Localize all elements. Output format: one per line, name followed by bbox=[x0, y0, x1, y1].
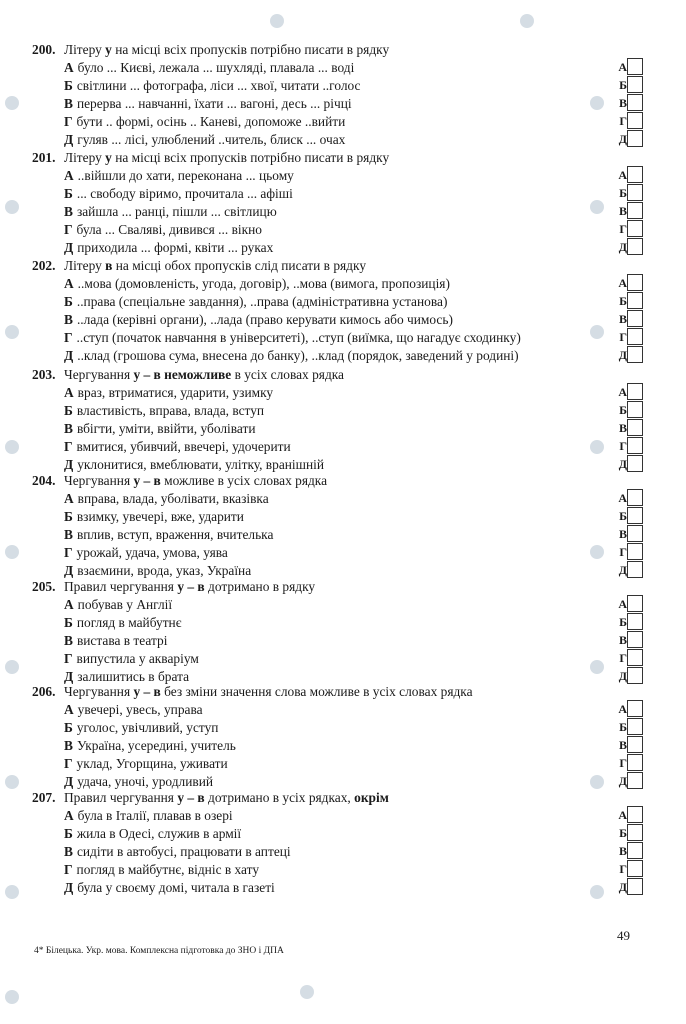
prompt-text: у bbox=[105, 42, 112, 57]
option-letter: Д bbox=[64, 880, 74, 895]
checkbox-label: А bbox=[618, 385, 627, 399]
answer-checkbox[interactable] bbox=[627, 772, 643, 789]
checkbox-label: Г bbox=[619, 545, 627, 559]
checkbox-label: Д bbox=[618, 774, 627, 788]
watermark-logo-icon bbox=[270, 14, 284, 28]
answer-checkbox[interactable] bbox=[627, 166, 643, 183]
answer-checkbox[interactable] bbox=[627, 202, 643, 219]
answer-checkbox-row[interactable] bbox=[617, 274, 643, 291]
answer-checkbox-row[interactable] bbox=[617, 94, 643, 111]
option-text: вправа, влада, уболівати, вказівка bbox=[77, 491, 269, 506]
prompt-text: дотримано в усіх рядках, bbox=[204, 790, 355, 805]
option-text: погляд в майбутнє, відніс в хату bbox=[76, 862, 260, 877]
answer-option bbox=[64, 526, 273, 544]
answer-option bbox=[64, 596, 172, 614]
answer-checkbox[interactable] bbox=[627, 328, 643, 345]
answer-checkbox[interactable] bbox=[627, 561, 643, 578]
answer-checkbox-row[interactable] bbox=[617, 561, 643, 578]
checkbox-label: В bbox=[618, 633, 627, 647]
answer-checkbox[interactable] bbox=[627, 543, 643, 560]
option-text: була в Італії, плавав в озері bbox=[77, 808, 233, 823]
prompt-text: можливе в усіх словах рядка bbox=[160, 473, 328, 488]
prompt-text: Чергування bbox=[64, 473, 134, 488]
option-text: вплив, вступ, враження, вчителька bbox=[76, 527, 274, 542]
answer-checkbox[interactable] bbox=[627, 649, 643, 666]
checkbox-label: Г bbox=[619, 862, 627, 876]
option-text: Україна, усередині, учитель bbox=[76, 738, 236, 753]
checkbox-label: Д bbox=[618, 880, 627, 894]
option-letter: В bbox=[64, 527, 73, 542]
watermark-logo-icon bbox=[5, 775, 19, 789]
watermark-logo-icon bbox=[590, 325, 604, 339]
answer-checkbox[interactable] bbox=[627, 112, 643, 129]
checkbox-label: Б bbox=[619, 509, 627, 523]
option-letter: В bbox=[64, 96, 73, 111]
prompt-text: Правил чергування bbox=[64, 579, 178, 594]
option-letter: А bbox=[64, 491, 74, 506]
option-letter: В bbox=[64, 204, 73, 219]
prompt-text: на місці всіх пропусків потрібно писати в рядку bbox=[111, 150, 390, 165]
answer-option bbox=[64, 825, 241, 843]
answer-option bbox=[64, 490, 269, 508]
answer-option bbox=[64, 185, 293, 203]
prompt-text: у – в bbox=[133, 684, 161, 699]
answer-checkbox[interactable] bbox=[627, 238, 643, 255]
option-letter: Б bbox=[64, 615, 73, 630]
option-text: випустила у акваріум bbox=[76, 651, 199, 666]
answer-option bbox=[64, 701, 203, 719]
answer-checkbox-row[interactable] bbox=[617, 525, 643, 542]
checkbox-label: Г bbox=[619, 330, 627, 344]
answer-checkbox[interactable] bbox=[627, 346, 643, 363]
option-text: погляд в майбутнє bbox=[76, 615, 182, 630]
question-prompt bbox=[32, 149, 389, 167]
answer-checkbox[interactable] bbox=[627, 613, 643, 630]
checkbox-label: Б bbox=[619, 826, 627, 840]
answer-checkbox-row[interactable] bbox=[617, 595, 643, 612]
checkbox-label: Б bbox=[619, 720, 627, 734]
option-text: світлини ... фотографа, ліси ... хвої, читати ..голос bbox=[76, 78, 361, 93]
option-text: удача, уночі, уродливий bbox=[77, 774, 214, 789]
answer-checkbox-row[interactable] bbox=[617, 383, 643, 400]
option-letter: Г bbox=[64, 114, 73, 129]
answer-checkbox-row[interactable] bbox=[617, 112, 643, 129]
answer-checkbox-row[interactable] bbox=[617, 613, 643, 630]
option-letter: Д bbox=[64, 240, 74, 255]
watermark-logo-icon bbox=[5, 990, 19, 1004]
answer-checkbox-row[interactable] bbox=[617, 328, 643, 345]
answer-checkbox[interactable] bbox=[627, 700, 643, 717]
option-letter: Б bbox=[64, 826, 73, 841]
answer-checkbox-row[interactable] bbox=[617, 842, 643, 859]
checkbox-label: Д bbox=[618, 563, 627, 577]
answer-checkbox[interactable] bbox=[627, 455, 643, 472]
prompt-text: без зміни значення слова можливе в усіх словах рядка bbox=[160, 684, 473, 699]
answer-option bbox=[64, 203, 277, 221]
answer-option bbox=[64, 275, 450, 293]
checkbox-label: В bbox=[618, 421, 627, 435]
option-letter: А bbox=[64, 385, 74, 400]
option-letter: В bbox=[64, 844, 73, 859]
prompt-text: окрім bbox=[354, 790, 389, 805]
answer-option bbox=[64, 402, 264, 420]
answer-checkbox-row[interactable] bbox=[617, 507, 643, 524]
answer-option bbox=[64, 384, 273, 402]
checkbox-label: Б bbox=[619, 403, 627, 417]
option-letter: А bbox=[64, 168, 74, 183]
option-letter: Г bbox=[64, 756, 73, 771]
option-text: ... свободу віримо, прочитала ... афіші bbox=[76, 186, 293, 201]
answer-checkbox-row[interactable] bbox=[617, 772, 643, 789]
watermark-logo-icon bbox=[5, 660, 19, 674]
answer-option bbox=[64, 347, 519, 365]
prompt-text: Літеру bbox=[64, 42, 106, 57]
option-text: ..війшли до хати, переконана ... цьому bbox=[77, 168, 294, 183]
option-text: зайшла ... ранці, пішли ... світлицю bbox=[76, 204, 277, 219]
question-number: 205. bbox=[32, 579, 56, 594]
answer-checkbox[interactable] bbox=[627, 878, 643, 895]
option-text: було ... Києві, лежала ... шухляді, плавала ... воді bbox=[77, 60, 355, 75]
option-letter: В bbox=[64, 633, 73, 648]
option-text: уголос, увічливий, уступ bbox=[76, 720, 219, 735]
option-text: уклад, Угорщина, уживати bbox=[76, 756, 228, 771]
answer-checkbox[interactable] bbox=[627, 754, 643, 771]
answer-option bbox=[64, 77, 361, 95]
watermark-logo-icon bbox=[520, 14, 534, 28]
checkbox-label: В bbox=[618, 527, 627, 541]
answer-checkbox-row[interactable] bbox=[617, 718, 643, 735]
answer-checkbox-row[interactable] bbox=[617, 631, 643, 648]
answer-option bbox=[64, 329, 521, 347]
watermark-logo-icon bbox=[590, 885, 604, 899]
option-text: взимку, увечері, вже, ударити bbox=[76, 509, 244, 524]
answer-checkbox[interactable] bbox=[627, 736, 643, 753]
answer-checkbox-row[interactable] bbox=[617, 754, 643, 771]
answer-checkbox-row[interactable] bbox=[617, 437, 643, 454]
answer-option bbox=[64, 861, 259, 879]
watermark-logo-icon bbox=[5, 545, 19, 559]
answer-checkbox[interactable] bbox=[627, 310, 643, 327]
option-text: ..ступ (початок навчання в університеті), ..ступ (виїмка, що нагадує сходинку) bbox=[76, 330, 521, 345]
watermark-logo-icon bbox=[5, 96, 19, 110]
checkbox-label: Д bbox=[618, 457, 627, 471]
answer-option bbox=[64, 807, 233, 825]
checkbox-label: Б bbox=[619, 78, 627, 92]
answer-checkbox[interactable] bbox=[627, 292, 643, 309]
answer-checkbox-row[interactable] bbox=[617, 860, 643, 877]
option-letter: Б bbox=[64, 186, 73, 201]
checkbox-label: В bbox=[618, 96, 627, 110]
answer-option bbox=[64, 420, 256, 438]
answer-checkbox-row[interactable] bbox=[617, 806, 643, 823]
prompt-text: в усіх словах рядка bbox=[231, 367, 345, 382]
checkbox-label: В bbox=[618, 844, 627, 858]
answer-option bbox=[64, 311, 453, 329]
answer-option bbox=[64, 719, 218, 737]
answer-checkbox-row[interactable] bbox=[617, 292, 643, 309]
question-prompt bbox=[32, 257, 366, 275]
option-letter: Б bbox=[64, 294, 73, 309]
checkbox-label: Д bbox=[618, 348, 627, 362]
option-text: перерва ... навчанні, їхати ... вагоні, десь ... річці bbox=[76, 96, 352, 111]
checkbox-label: А bbox=[618, 597, 627, 611]
option-text: уклонитися, вмеблювати, улітку, вранішній bbox=[77, 457, 325, 472]
option-text: ..права (спеціальне завдання), ..права (адміністративна установа) bbox=[76, 294, 448, 309]
checkbox-label: В bbox=[618, 738, 627, 752]
answer-checkbox[interactable] bbox=[627, 525, 643, 542]
answer-checkbox[interactable] bbox=[627, 184, 643, 201]
option-letter: Б bbox=[64, 720, 73, 735]
watermark-logo-icon bbox=[590, 440, 604, 454]
option-letter: В bbox=[64, 421, 73, 436]
checkbox-label: А bbox=[618, 491, 627, 505]
question-prompt bbox=[32, 683, 473, 701]
option-letter: Г bbox=[64, 545, 73, 560]
prompt-text: у – в bbox=[177, 790, 205, 805]
checkbox-label: А bbox=[618, 276, 627, 290]
option-text: бути .. формі, осінь .. Каневі, допоможе ..вийти bbox=[76, 114, 346, 129]
checkbox-label: А bbox=[618, 808, 627, 822]
page-number: 49 bbox=[617, 928, 630, 943]
option-letter: В bbox=[64, 312, 73, 327]
question-prompt bbox=[32, 789, 389, 807]
option-text: ..мова (домовленість, угода, договір), ..мова (вимога, пропозиція) bbox=[77, 276, 450, 291]
checkbox-label: Г bbox=[619, 114, 627, 128]
answer-option bbox=[64, 614, 181, 632]
watermark-logo-icon bbox=[300, 985, 314, 999]
answer-checkbox-row[interactable] bbox=[617, 346, 643, 363]
watermark-logo-icon bbox=[5, 325, 19, 339]
answer-checkbox[interactable] bbox=[627, 842, 643, 859]
answer-checkbox[interactable] bbox=[627, 437, 643, 454]
answer-checkbox[interactable] bbox=[627, 94, 643, 111]
answer-checkbox[interactable] bbox=[627, 824, 643, 841]
prompt-text: в bbox=[105, 258, 113, 273]
answer-option bbox=[64, 221, 262, 239]
prompt-text: Літеру bbox=[64, 258, 106, 273]
answer-checkbox-row[interactable] bbox=[617, 700, 643, 717]
answer-checkbox[interactable] bbox=[627, 667, 643, 684]
option-letter: Д bbox=[64, 132, 74, 147]
checkbox-label: В bbox=[618, 204, 627, 218]
answer-checkbox-row[interactable] bbox=[617, 130, 643, 147]
answer-checkbox[interactable] bbox=[627, 718, 643, 735]
option-text: жила в Одесі, служив в армії bbox=[76, 826, 242, 841]
checkbox-label: А bbox=[618, 702, 627, 716]
prompt-text: у – в неможливе bbox=[133, 367, 232, 382]
checkbox-label: Д bbox=[618, 240, 627, 254]
option-text: була у своєму домі, читала в газеті bbox=[77, 880, 275, 895]
question-prompt bbox=[32, 41, 389, 59]
answer-checkbox[interactable] bbox=[627, 274, 643, 291]
answer-checkbox[interactable] bbox=[627, 489, 643, 506]
answer-option bbox=[64, 508, 244, 526]
option-letter: Г bbox=[64, 222, 73, 237]
option-text: залишитись в брата bbox=[77, 669, 190, 684]
answer-checkbox-row[interactable] bbox=[617, 166, 643, 183]
option-letter: Б bbox=[64, 403, 73, 418]
watermark-logo-icon bbox=[590, 660, 604, 674]
prompt-text: у – в bbox=[177, 579, 205, 594]
option-letter: Г bbox=[64, 651, 73, 666]
answer-option bbox=[64, 438, 291, 456]
watermark-logo-icon bbox=[5, 200, 19, 214]
answer-checkbox-row[interactable] bbox=[617, 455, 643, 472]
answer-checkbox-row[interactable] bbox=[617, 76, 643, 93]
option-text: взаємини, врода, указ, Україна bbox=[77, 563, 252, 578]
watermark-logo-icon bbox=[5, 440, 19, 454]
option-letter: Д bbox=[64, 774, 74, 789]
option-letter: Г bbox=[64, 862, 73, 877]
option-letter: А bbox=[64, 702, 74, 717]
question-prompt bbox=[32, 578, 315, 596]
prompt-text: у bbox=[105, 150, 112, 165]
answer-checkbox-row[interactable] bbox=[617, 667, 643, 684]
answer-option bbox=[64, 544, 228, 562]
watermark-logo-icon bbox=[590, 545, 604, 559]
checkbox-label: Г bbox=[619, 651, 627, 665]
footer-citation: 4* Білецька. Укр. мова. Комплексна підготовка до ЗНО і ДПА bbox=[34, 946, 284, 956]
option-text: вбігти, уміти, ввійти, уболівати bbox=[76, 421, 256, 436]
option-letter: Б bbox=[64, 78, 73, 93]
option-letter: А bbox=[64, 276, 74, 291]
prompt-text: дотримано в рядку bbox=[204, 579, 316, 594]
option-text: вмитися, убивчий, ввечері, удочерити bbox=[76, 439, 291, 454]
option-letter: А bbox=[64, 808, 74, 823]
option-text: була ... Сваляві, дивився ... вікно bbox=[76, 222, 262, 237]
option-letter: Д bbox=[64, 563, 74, 578]
answer-checkbox[interactable] bbox=[627, 419, 643, 436]
checkbox-label: Г bbox=[619, 222, 627, 236]
answer-option bbox=[64, 239, 273, 257]
answer-option bbox=[64, 167, 294, 185]
answer-checkbox-row[interactable] bbox=[617, 736, 643, 753]
checkbox-label: Б bbox=[619, 615, 627, 629]
answer-checkbox-row[interactable] bbox=[617, 649, 643, 666]
checkbox-label: Г bbox=[619, 439, 627, 453]
option-text: побував у Англії bbox=[77, 597, 173, 612]
watermark-logo-icon bbox=[590, 96, 604, 110]
option-letter: Г bbox=[64, 330, 73, 345]
option-letter: Б bbox=[64, 509, 73, 524]
prompt-text: Чергування bbox=[64, 684, 134, 699]
answer-checkbox[interactable] bbox=[627, 76, 643, 93]
answer-option bbox=[64, 650, 199, 668]
answer-checkbox-row[interactable] bbox=[617, 419, 643, 436]
answer-option bbox=[64, 293, 447, 311]
answer-checkbox[interactable] bbox=[627, 507, 643, 524]
option-text: урожай, удача, умова, уява bbox=[76, 545, 228, 560]
answer-option bbox=[64, 737, 236, 755]
prompt-text: Літеру bbox=[64, 150, 106, 165]
checkbox-label: А bbox=[618, 168, 627, 182]
answer-checkbox-row[interactable] bbox=[617, 202, 643, 219]
option-letter: В bbox=[64, 738, 73, 753]
answer-checkbox-row[interactable] bbox=[617, 238, 643, 255]
answer-checkbox-row[interactable] bbox=[617, 878, 643, 895]
prompt-text: у – в bbox=[133, 473, 161, 488]
question-number: 200. bbox=[32, 42, 56, 57]
answer-checkbox[interactable] bbox=[627, 130, 643, 147]
option-text: ..клад (грошова сума, внесена до банку), ..клад (порядок, заведений у родині) bbox=[77, 348, 519, 363]
checkbox-label: Д bbox=[618, 669, 627, 683]
answer-option bbox=[64, 131, 345, 149]
checkbox-label: А bbox=[618, 60, 627, 74]
checkbox-label: Д bbox=[618, 132, 627, 146]
watermark-logo-icon bbox=[590, 775, 604, 789]
watermark-logo-icon bbox=[590, 200, 604, 214]
option-letter: Д bbox=[64, 348, 74, 363]
answer-option bbox=[64, 113, 345, 131]
option-text: увечері, увесь, управа bbox=[77, 702, 203, 717]
prompt-text: Правил чергування bbox=[64, 790, 178, 805]
answer-option bbox=[64, 843, 291, 861]
answer-checkbox-row[interactable] bbox=[617, 401, 643, 418]
answer-checkbox[interactable] bbox=[627, 383, 643, 400]
question-number: 206. bbox=[32, 684, 56, 699]
prompt-text: на місці всіх пропусків потрібно писати в рядку bbox=[111, 42, 390, 57]
option-letter: А bbox=[64, 60, 74, 75]
answer-checkbox[interactable] bbox=[627, 860, 643, 877]
answer-checkbox-row[interactable] bbox=[617, 489, 643, 506]
option-text: враз, втриматися, ударити, узимку bbox=[77, 385, 274, 400]
option-letter: Д bbox=[64, 669, 74, 684]
answer-checkbox-row[interactable] bbox=[617, 220, 643, 237]
answer-checkbox[interactable] bbox=[627, 631, 643, 648]
answer-option bbox=[64, 59, 354, 77]
answer-checkbox-row[interactable] bbox=[617, 310, 643, 327]
answer-option bbox=[64, 879, 275, 897]
checkbox-label: Г bbox=[619, 756, 627, 770]
option-text: вистава в театрі bbox=[76, 633, 168, 648]
question-number: 207. bbox=[32, 790, 56, 805]
answer-checkbox[interactable] bbox=[627, 220, 643, 237]
answer-checkbox-row[interactable] bbox=[617, 543, 643, 560]
question-prompt bbox=[32, 472, 327, 490]
question-number: 204. bbox=[32, 473, 56, 488]
option-text: властивість, вправа, влада, вступ bbox=[76, 403, 265, 418]
prompt-text: на місці обох пропусків слід писати в рядку bbox=[112, 258, 367, 273]
checkbox-label: В bbox=[618, 312, 627, 326]
option-text: ..лада (керівні органи), ..лада (право керувати кимось або чимось) bbox=[76, 312, 453, 327]
option-text: гуляв ... лісі, улюблений ..читель, блиск ... очах bbox=[77, 132, 346, 147]
question-number: 202. bbox=[32, 258, 56, 273]
answer-checkbox-row[interactable] bbox=[617, 824, 643, 841]
prompt-text: Чергування bbox=[64, 367, 134, 382]
question-number: 203. bbox=[32, 367, 56, 382]
answer-checkbox[interactable] bbox=[627, 806, 643, 823]
option-letter: Д bbox=[64, 457, 74, 472]
checkbox-label: Б bbox=[619, 186, 627, 200]
answer-option bbox=[64, 755, 228, 773]
answer-checkbox[interactable] bbox=[627, 58, 643, 75]
answer-checkbox-row[interactable] bbox=[617, 184, 643, 201]
option-letter: А bbox=[64, 597, 74, 612]
checkbox-label: Б bbox=[619, 294, 627, 308]
option-letter: Г bbox=[64, 439, 73, 454]
answer-checkbox[interactable] bbox=[627, 595, 643, 612]
answer-checkbox-row[interactable] bbox=[617, 58, 643, 75]
option-text: сидіти в автобусі, працювати в аптеці bbox=[76, 844, 291, 859]
answer-option bbox=[64, 95, 352, 113]
option-text: приходила ... формі, квіти ... руках bbox=[77, 240, 274, 255]
answer-option bbox=[64, 632, 167, 650]
answer-checkbox[interactable] bbox=[627, 401, 643, 418]
watermark-logo-icon bbox=[5, 885, 19, 899]
question-prompt bbox=[32, 366, 344, 384]
question-number: 201. bbox=[32, 150, 56, 165]
